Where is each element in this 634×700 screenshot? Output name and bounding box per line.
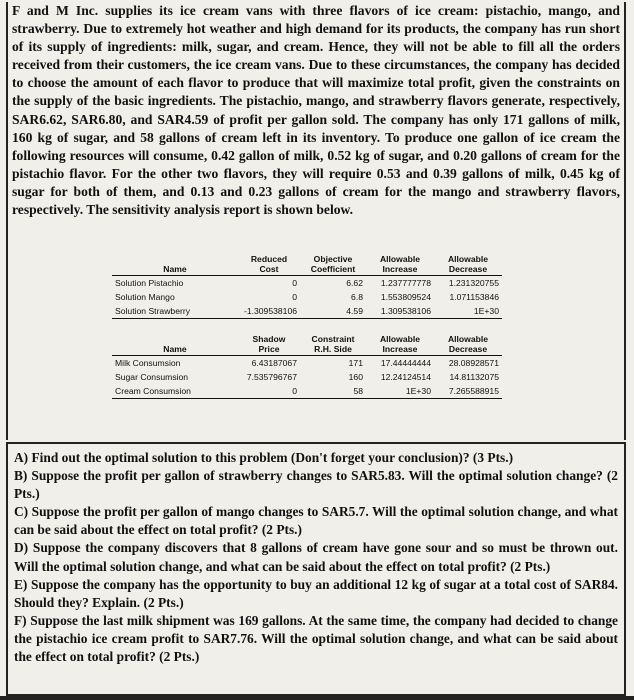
table-cell: 1.553809524 xyxy=(380,292,431,302)
question-c: C) Suppose the profit per gallon of mango changes to SAR5.7. Will the optimal solution change, and what can be said about the effect on total profit? (2 Pts.) xyxy=(14,504,618,538)
table-cell: 0 xyxy=(238,384,300,399)
header-cell: Objective Coefficient xyxy=(300,253,366,276)
table-row xyxy=(112,356,502,371)
table-cell: 6.62 xyxy=(346,278,363,288)
table-cell: 6.43187067 xyxy=(251,358,297,368)
table-cell: 1E+30 xyxy=(366,384,434,399)
table-cell: 160 xyxy=(348,372,363,382)
header-cell: Name xyxy=(112,253,238,276)
header-cell: Allowable Decrease xyxy=(434,253,502,276)
header-cell: Reduced Cost xyxy=(238,253,300,276)
table-cell: 12.24124514 xyxy=(380,372,431,382)
table-cell: 0 xyxy=(292,278,297,288)
table-row xyxy=(112,304,502,319)
table-cell: Milk Consumsion xyxy=(115,358,181,368)
header-cell: Allowable Decrease xyxy=(434,333,502,356)
table-cell: 1.231320755 xyxy=(448,278,499,288)
table-cell: 58 xyxy=(300,384,366,399)
problem-text: F and M Inc. supplies its ice cream vans with three flavors of ice cream: pistachio, mango, and strawberry. Due to extremely hot weather and high demand for its products, the company has run short of its supply of ingredients: milk, sugar, and cream. Hence, they will not be able to fill all the orders received from their customers, the ice cream vans. Due to these circumstances, the company has decided to choose the amount of each flavor to produce that will maximize total profit, given the constraints on the supply of the basic ingredients. The pistachio, mango, and strawberry flavors generate, respectively, SAR6.62, SAR6.80, and SAR4.59 of profit per gallon sold. The company has only 171 gallons of milk, 160 kg of sugar, and 58 gallons of cream left in its inventory. To produce one gallon of ice cream the following resources will consume, 0.42 gallon of milk, 0.52 kg of sugar, and 0.20 gallons of cream for the pistachio flavor. For the other two flavors, they will require 0.53 and 0.39 gallons of milk, 0.45 kg of sugar for both of them, and 0.13 and 0.23 gallons of cream for the mango and strawberry flavors, respectively. The sensitivity analysis report is shown below. xyxy=(12,3,620,218)
variables-header-row xyxy=(112,253,502,276)
table-cell: 1.237777778 xyxy=(380,278,431,288)
table-cell: Cream Consumsion xyxy=(112,384,238,399)
table-cell: Solution Mango xyxy=(115,292,175,302)
header-cell: Name xyxy=(112,333,238,356)
sensitivity-report xyxy=(112,253,502,399)
question-a: A) Find out the optimal solution to this problem (Don't forget your conclusion)? (3 Pts.) xyxy=(14,450,514,465)
table-cell: 6.8 xyxy=(351,292,363,302)
table-row xyxy=(112,370,502,384)
table-cell: 14.81132075 xyxy=(449,372,499,382)
header-cell: Shadow Price xyxy=(238,333,300,356)
header-cell: Allowable Increase xyxy=(366,253,434,276)
table-row xyxy=(112,290,502,304)
table-cell: 4.59 xyxy=(300,304,366,319)
question-e: E) Suppose the company has the opportunity to buy an additional 12 kg of sugar at a total cost of SAR84. Should they? Explain. (2 Pts.) xyxy=(14,576,618,610)
table-cell: 28.08928571 xyxy=(448,358,499,368)
table-cell: 1E+30 xyxy=(434,304,502,319)
table-cell: Solution Pistachio xyxy=(115,278,184,288)
table-cell: 7.535796767 xyxy=(246,372,297,382)
table-cell: -1.309538106 xyxy=(238,304,300,319)
table-row xyxy=(112,384,502,399)
table-cell: Sugar Consumsion xyxy=(115,372,189,382)
question-f: F) Suppose the last milk shipment was 169 gallons. At the same time, the company had decided to change the pistachio ice cream profit to SAR7.76. Will the optimal solution change, and what can be said about the effect on total profit? (2 Pts.) xyxy=(14,612,618,665)
table-cell: 0 xyxy=(292,292,297,302)
constraints-header-row xyxy=(112,333,502,356)
table-cell: 171 xyxy=(348,358,363,368)
table-cell: Solution Strawberry xyxy=(112,304,238,319)
table-row xyxy=(112,276,502,291)
variables-table xyxy=(112,253,502,319)
table-cell: 1.071153846 xyxy=(449,292,499,302)
question-d: D) Suppose the company discovers that 8 gallons of cream have gone sour and so must be thrown out. Will the optimal solution change, and what can be said about the effect on total profit? (2 Pts.) xyxy=(14,540,618,574)
header-cell: Allowable Increase xyxy=(366,333,434,356)
bottom-edge xyxy=(0,696,634,700)
questions-box xyxy=(6,442,626,696)
constraints-table xyxy=(112,333,502,399)
table-cell: 1.309538106 xyxy=(366,304,434,319)
question-b: B) Suppose the profit per gallon of strawberry changes to SAR5.83. Will the optimal solution change? (2 Pts.) xyxy=(14,468,618,502)
table-cell: 17.44444444 xyxy=(380,358,431,368)
table-cell: 7.265588915 xyxy=(434,384,502,399)
header-cell: Constraint R.H. Side xyxy=(300,333,366,356)
